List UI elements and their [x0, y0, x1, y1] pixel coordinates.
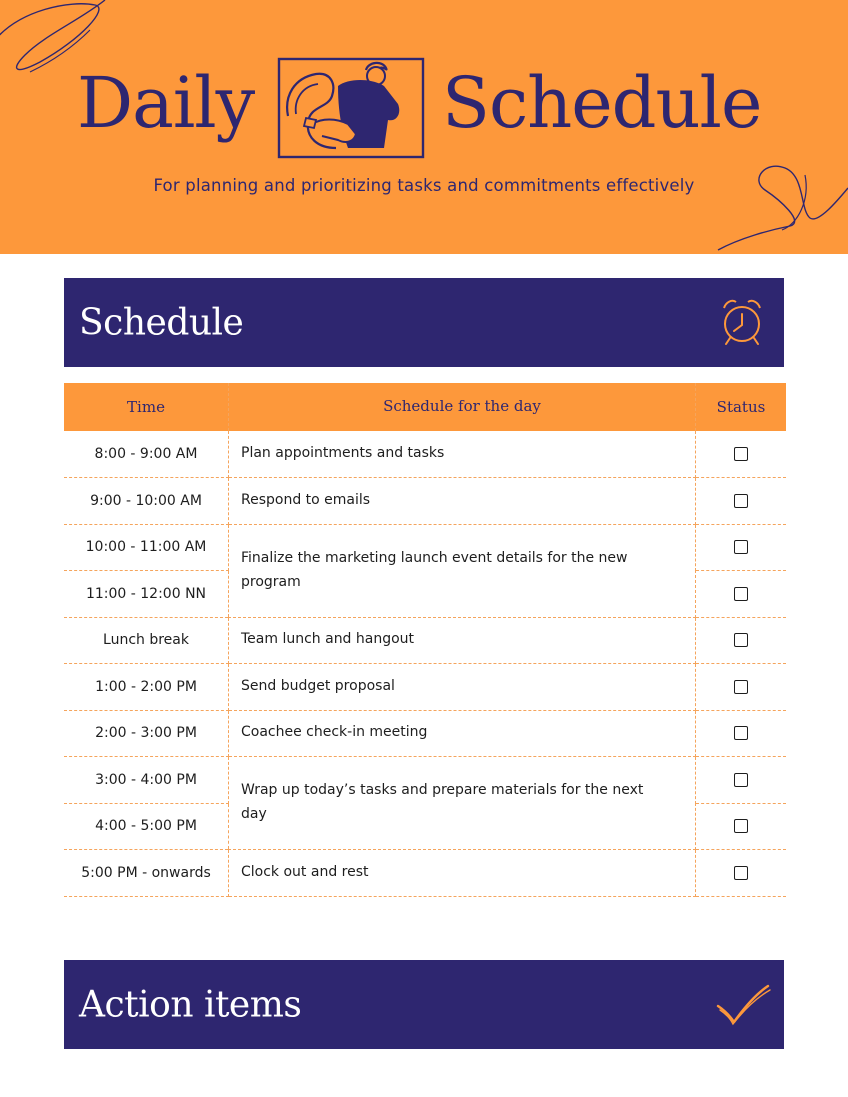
subtitle: For planning and prioritizing tasks and commitments effectively [153, 176, 695, 195]
person-illustration-icon [276, 56, 426, 160]
task-cell: Send budget proposal [229, 664, 696, 711]
column-header-schedule: Schedule for the day [229, 383, 696, 431]
column-header-time: Time [64, 383, 229, 431]
time-cell: 11:00 - 12:00 NN [64, 571, 229, 618]
schedule-section-title: Schedule [79, 302, 244, 343]
action-items-banner [64, 960, 784, 1049]
time-cell: 8:00 - 9:00 AM [64, 431, 229, 478]
time-cell: 10:00 - 11:00 AM [64, 524, 229, 571]
alarm-clock-icon [714, 294, 770, 350]
scribble-bottom-right-icon [710, 160, 848, 254]
column-header-status: Status [696, 383, 787, 431]
task-cell: Plan appointments and tasks [229, 431, 696, 478]
status-cell [696, 850, 787, 897]
status-cell [696, 431, 787, 478]
table-row [64, 478, 786, 525]
table-row [64, 850, 786, 897]
status-cell [696, 617, 787, 664]
status-checkbox[interactable] [734, 819, 748, 833]
task-cell: Finalize the marketing launch event details for the new program [229, 524, 696, 617]
task-cell: Team lunch and hangout [229, 617, 696, 664]
status-checkbox[interactable] [734, 773, 748, 787]
time-cell: 5:00 PM - onwards [64, 850, 229, 897]
schedule-section-banner [64, 278, 784, 367]
time-cell: 1:00 - 2:00 PM [64, 664, 229, 711]
time-cell: 3:00 - 4:00 PM [64, 757, 229, 804]
status-cell [696, 478, 787, 525]
status-cell [696, 664, 787, 711]
time-cell: Lunch break [64, 617, 229, 664]
title-daily: Daily [77, 62, 255, 144]
status-checkbox[interactable] [734, 633, 748, 647]
time-cell: 9:00 - 10:00 AM [64, 478, 229, 525]
checkmark-icon [714, 982, 772, 1028]
task-cell: Coachee check-in meeting [229, 710, 696, 757]
status-cell [696, 571, 787, 618]
status-checkbox[interactable] [734, 726, 748, 740]
table-row [64, 617, 786, 664]
time-cell: 4:00 - 5:00 PM [64, 803, 229, 850]
task-cell: Respond to emails [229, 478, 696, 525]
table-header-row [64, 383, 786, 431]
status-cell [696, 710, 787, 757]
title-schedule: Schedule [442, 62, 762, 144]
task-cell: Clock out and rest [229, 850, 696, 897]
status-cell [696, 803, 787, 850]
time-cell: 2:00 - 3:00 PM [64, 710, 229, 757]
table-row [64, 524, 786, 571]
status-cell [696, 757, 787, 804]
status-checkbox[interactable] [734, 866, 748, 880]
status-checkbox[interactable] [734, 587, 748, 601]
status-checkbox[interactable] [734, 540, 748, 554]
task-cell: Wrap up today’s tasks and prepare materials for the next day [229, 757, 696, 850]
schedule-table [64, 383, 786, 897]
table-row [64, 757, 786, 804]
header [0, 0, 848, 254]
table-row [64, 710, 786, 757]
status-cell [696, 524, 787, 571]
status-checkbox[interactable] [734, 494, 748, 508]
status-checkbox[interactable] [734, 680, 748, 694]
status-checkbox[interactable] [734, 447, 748, 461]
table-row [64, 664, 786, 711]
table-row [64, 431, 786, 478]
action-items-title: Action items [79, 984, 302, 1025]
